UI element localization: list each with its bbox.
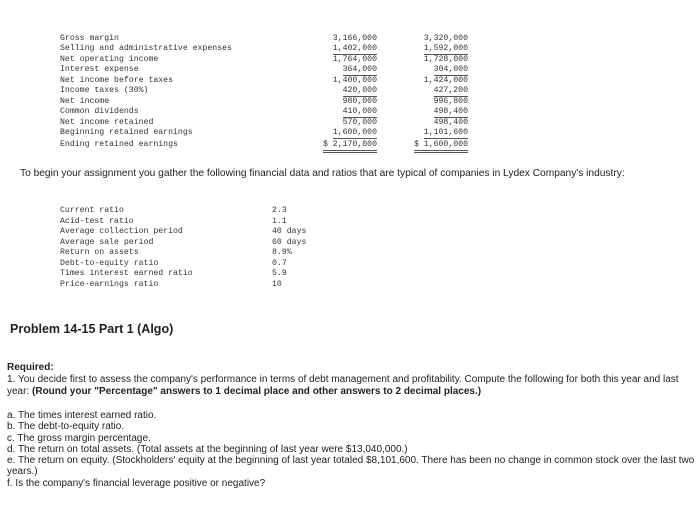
this-year-value: 570,000	[342, 118, 377, 127]
ratio-row	[60, 248, 300, 258]
ratio-row	[60, 227, 307, 237]
this-year-value: 3,166,000	[332, 34, 377, 43]
this-year-value: 364,000	[342, 65, 377, 74]
required-instruction	[7, 374, 697, 398]
table-row	[60, 65, 480, 75]
last-year-value: 1,592,000	[423, 44, 468, 53]
ratio-label: Average collection period	[60, 227, 183, 236]
row-label: Gross margin	[60, 34, 119, 43]
required-heading: Required:	[7, 362, 54, 373]
table-row	[60, 128, 480, 138]
ratio-row	[60, 217, 300, 227]
row-label: Beginning retained earnings	[60, 128, 193, 137]
ratio-value: 2.3	[272, 206, 287, 215]
ratio-label: Times interest earned ratio	[60, 269, 193, 278]
list-item: b. The debt-to-equity ratio.	[7, 421, 125, 433]
list-item: f. Is the company's financial leverage positive or negative?	[7, 477, 266, 489]
last-year-value: 3,320,000	[423, 34, 468, 43]
this-year-value: 1,402,000	[332, 44, 377, 53]
this-year-value: 1,764,000	[332, 55, 377, 64]
last-year-value: 498,400	[433, 107, 468, 116]
ratio-row	[60, 206, 300, 216]
problem-title: Problem 14-15 Part 1 (Algo)	[10, 322, 174, 336]
list-item: d. The return on total assets. (Total assets at the beginning of last year were $13,040,000.)	[7, 443, 408, 455]
ratio-row	[60, 280, 300, 290]
this-year-value: 410,000	[342, 107, 377, 116]
instruction-text: 1. You decide first to assess the company's performance in terms of debt management and profitability. Compute the following for both this year and last year:	[7, 374, 679, 397]
row-label: Common dividends	[60, 107, 139, 116]
row-label: Net income retained	[60, 118, 154, 127]
this-year-value: 1,600,000	[332, 128, 377, 137]
last-year-value: 498,400	[433, 118, 468, 127]
requirement-list	[7, 410, 697, 489]
list-item: c. The gross margin percentage.	[7, 432, 151, 444]
required-section	[7, 362, 697, 398]
last-year-value: $ 1,600,000	[414, 140, 468, 153]
intro-paragraph: To begin your assignment you gather the following financial data and ratios that are typical of companies in Lydex Company's industry:	[20, 168, 625, 179]
ratio-label: Current ratio	[60, 206, 124, 215]
table-row	[60, 86, 480, 96]
this-year-value: $ 2,170,000	[323, 140, 377, 153]
ratio-label: Return on assets	[60, 248, 139, 257]
last-year-value: 1,728,000	[423, 55, 468, 64]
ratio-value: 5.9	[272, 269, 287, 278]
row-label: Ending retained earnings	[60, 140, 178, 149]
table-row	[60, 97, 480, 107]
this-year-value: 980,000	[342, 97, 377, 106]
ratio-value: 1.1	[272, 216, 287, 226]
ratio-value: 60 days	[272, 237, 307, 247]
last-year-value: 304,000	[433, 65, 468, 74]
table-row	[60, 55, 480, 65]
last-year-value: 996,800	[433, 97, 468, 106]
last-year-value: 1,101,600	[423, 128, 468, 137]
ratio-label: Price-earnings ratio	[60, 279, 159, 289]
ratio-value: 8.9%	[272, 248, 292, 257]
table-row	[60, 44, 480, 54]
ratio-row	[60, 237, 307, 248]
table-row	[60, 34, 480, 44]
row-label: Net income	[60, 97, 110, 106]
table-row	[60, 107, 480, 117]
ratio-label: Debt-to-equity ratio	[60, 258, 159, 268]
ratio-value: 0.7	[272, 258, 287, 268]
row-label: Net income before taxes	[60, 76, 174, 85]
table-row	[60, 140, 480, 150]
table-row	[60, 118, 480, 128]
list-item: e. The return on equity. (Stockholders' equity at the beginning of last year totaled $8,101,600. There has been no change in common stock over the last two years.)	[7, 455, 695, 478]
ratio-value: 10	[272, 279, 282, 289]
last-year-value: 427,200	[433, 86, 468, 95]
row-label: Interest expense	[60, 65, 139, 74]
ratio-row	[60, 269, 300, 279]
ratio-label: Average sale period	[60, 237, 154, 247]
rounding-note: (Round your "Percentage" answers to 1 decimal place and other answers to 2 decimal places.)	[32, 386, 482, 397]
last-year-value: 1,424,000	[423, 76, 468, 85]
list-item: a. The times interest earned ratio.	[7, 410, 157, 421]
row-label: Income taxes (30%)	[60, 86, 149, 95]
ratio-value: 40 days	[272, 227, 307, 236]
this-year-value: 420,000	[342, 86, 377, 95]
row-label: Net operating income	[60, 55, 159, 64]
this-year-value: 1,400,000	[332, 76, 377, 85]
row-label: Selling and administrative expenses	[60, 44, 232, 53]
ratio-label: Acid-test ratio	[60, 216, 134, 226]
table-row	[60, 76, 480, 86]
ratio-row	[60, 259, 300, 269]
